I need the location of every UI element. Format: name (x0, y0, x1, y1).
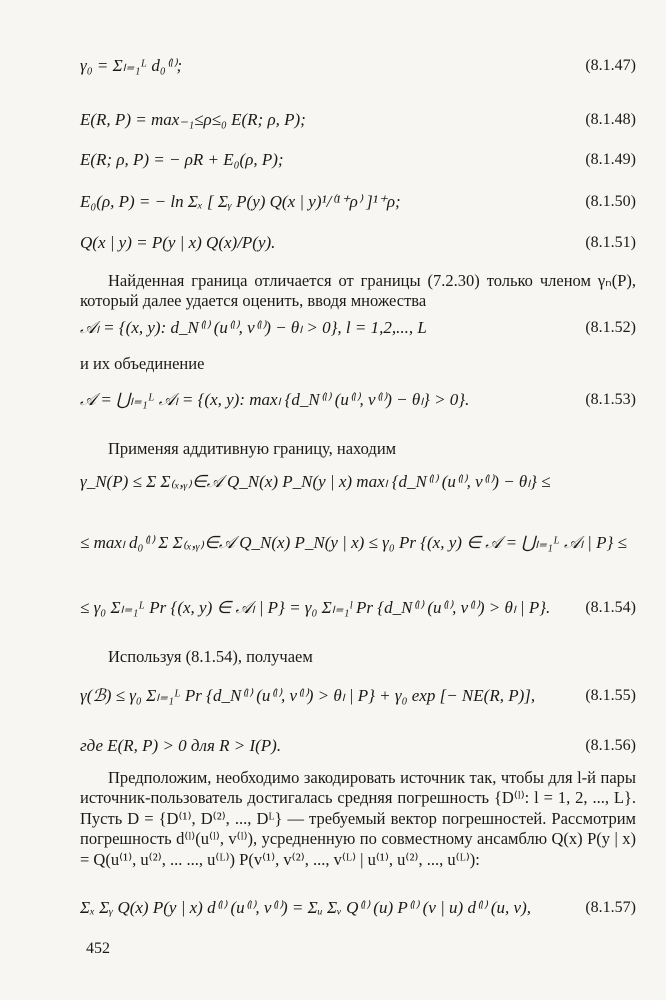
equation-8-1-49: E(R; ρ, P) = − ρR + E₀(ρ, P); (8.1.49) (80, 150, 636, 169)
paragraph-using-8-1-54: Используя (8.1.54), получаем (108, 646, 313, 666)
paragraph-additive-bound: Применяя аддитивную границу, находим (108, 438, 397, 458)
equation-8-1-54-line2: ≤ maxₗ d₀⁽ˡ⁾ Σ Σ₍ₓ,ᵧ₎∈𝒜 Q_N(x) P_N(y | x) ≤ γ₀ Pr {(x, y) ∈ 𝒜 = ⋃ₗ₌₁ᴸ 𝒜ₗ | P} ≤ (80, 533, 627, 552)
paragraph-union: и их объединение (80, 353, 205, 373)
equation-8-1-53: 𝒜 = ⋃ₗ₌₁ᴸ 𝒜ₗ = {(x, y): maxₗ {d_N⁽ˡ⁾ (u⁽ˡ⁾, v⁽ˡ⁾) − θₗ} > 0}. (8.1.53) (80, 390, 636, 409)
equation-8-1-48: E(R, P) = max₋₁≤ρ≤₀ E(R; ρ, P); (8.1.48) (80, 110, 636, 129)
equation-8-1-54-line1: γ_N(P) ≤ Σ Σ₍ₓ,ᵧ₎∈𝒜 Q_N(x) P_N(y | x) maxₗ {d_N⁽ˡ⁾ (u⁽ˡ⁾, v⁽ˡ⁾) − θₗ} ≤ (80, 472, 551, 491)
equation-8-1-54-line3: ≤ γ₀ Σₗ₌₁ᴸ Pr {(x, y) ∈ 𝒜ₗ | P} = γ₀ Σₗ₌₁ˡ Pr {d_N⁽ˡ⁾ (u⁽ˡ⁾, v⁽ˡ⁾) > θₗ | P}. (8.1.54) (80, 598, 636, 617)
page-number: 452 (86, 940, 110, 957)
paragraph-encoding-source: Предположим, необходимо закодировать источник так, чтобы для l-й пары источник-пользователь достигалась средняя погрешность {D⁽ˡ⁾: l = 1, 2, ..., L}. Пусть D = {D⁽¹⁾, D⁽²⁾, ..., Dᴸ} — требуемый вектор погрешностей. Рассмотрим погрешность d⁽ˡ⁾(u⁽ˡ⁾, v⁽ˡ⁾), усредненную по совместному ансамблю Q(x) P(y | x) = Q(u⁽¹⁾, u⁽²⁾, ... ..., u⁽ᴸ⁾) P(v⁽¹⁾, v⁽²⁾, ..., v⁽ᴸ⁾ | u⁽¹⁾, u⁽²⁾, ..., u⁽ᴸ⁾): (80, 767, 636, 869)
equation-8-1-56: где E(R, P) > 0 для R > I(P). (8.1.56) (80, 736, 636, 755)
equation-8-1-52: 𝒜ₗ = {(x, y): d_N⁽ˡ⁾ (u⁽ˡ⁾, v⁽ˡ⁾) − θₗ > 0}, l = 1,2,..., L (8.1.52) (80, 318, 636, 337)
equation-8-1-57: Σₓ Σᵧ Q(x) P(y | x) d⁽ˡ⁾ (u⁽ˡ⁾, v⁽ˡ⁾) = Σᵤ Σᵥ Q⁽ˡ⁾ (u) P⁽ˡ⁾ (v | u) d⁽ˡ⁾ (u, v), (8.1.57) (80, 898, 636, 917)
equation-8-1-50: E₀(ρ, P) = − ln Σₓ [ Σᵧ P(y) Q(x | y)¹/⁽¹⁺ρ⁾ ]¹⁺ρ; (8.1.50) (80, 192, 636, 211)
equation-8-1-51: Q(x | y) = P(y | x) Q(x)/P(y). (8.1.51) (80, 233, 636, 252)
equation-8-1-55: γ(ℬ) ≤ γ₀ Σₗ₌₁ᴸ Pr {d_N⁽ˡ⁾ (u⁽ˡ⁾, v⁽ˡ⁾) > θₗ | P} + γ₀ exp [− NE(R, P)], (8.1.55) (80, 686, 636, 705)
equation-8-1-47: γ₀ = Σₗ₌₁ᴸ d₀⁽ˡ⁾; (8.1.47) (80, 56, 636, 75)
paragraph-bound-difference: Найденная граница отличается от границы (7.2.30) только членом γₙ(P), который далее удается оценить, вводя множества (80, 270, 636, 310)
